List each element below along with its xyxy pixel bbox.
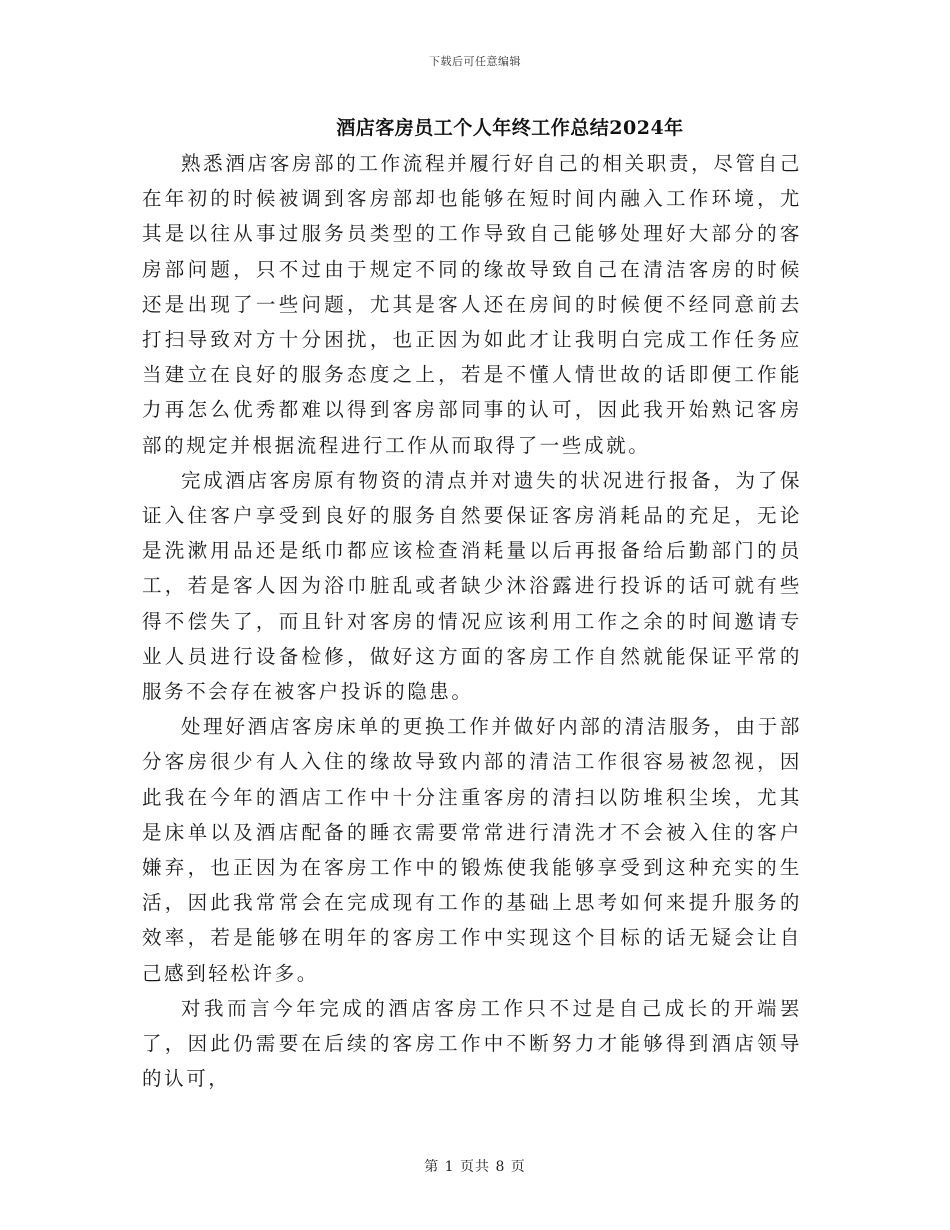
body-paragraph: 处理好酒店客房床单的更换工作并做好内部的清洁服务，由于部分客房很少有人入住的缘故导致内部的清洁工作很容易被忽视，因此我在今年的酒店工作中十分注重客房的清扫以防堆积尘埃，尤其是床单以及酒店配备的睡衣需要常常进行清洗才不会被入住的客户嫌弃，也正因为在客房工作中的锻炼使我能够享受到这种充实的生活，因此我常常会在完成现有工作的基础上思考如何来提升服务的效率，若是能够在明年的客房工作中实现这个目标的话无疑会让自己感到轻松许多。 <box>142 715 802 985</box>
document-body <box>142 146 802 1096</box>
body-paragraph: 对我而言今年完成的酒店客房工作只不过是自己成长的开端罢了，因此仍需要在后续的客房工作中不断努力才能够得到酒店领导的认可， <box>142 996 802 1091</box>
body-paragraph: 熟悉酒店客房部的工作流程并履行好自己的相关职责，尽管自己在年初的时候被调到客房部却也能够在短时间内融入工作环境，尤其是以往从事过服务员类型的工作导致自己能够处理好大部分的客房部问题，只不过由于规定不同的缘故导致自己在清洁客房的时候还是出现了一些问题，尤其是客人还在房间的时候便不经同意前去打扫导致对方十分困扰，也正因为如此才让我明白完成工作任务应当建立在良好的服务态度之上，若是不懂人情世故的话即便工作能力再怎么优秀都难以得到客房部同事的认可，因此我开始熟记客房部的规定并根据流程进行工作从而取得了一些成就。 <box>142 152 802 457</box>
page-number: 第 1 页共 8 页 <box>424 1159 526 1175</box>
page-header-note: 下载后可任意编辑 <box>429 55 521 68</box>
document-title: 酒店客房员工个人年终工作总结2024年 <box>336 117 684 139</box>
body-paragraph: 完成酒店客房原有物资的清点并对遗失的状况进行报备，为了保证入住客户享受到良好的服务自然要保证客房消耗品的充足，无论是洗漱用品还是纸巾都应该检查消耗量以后再报备给后勤部门的员工，若是客人因为浴巾脏乱或者缺少沐浴露进行投诉的话可就有些得不偿失了，而且针对客房的情况应该利用工作之余的时间邀请专业人员进行设备检修，做好这方面的客房工作自然就能保证平常的服务不会存在被客户投诉的隐患。 <box>142 468 802 704</box>
